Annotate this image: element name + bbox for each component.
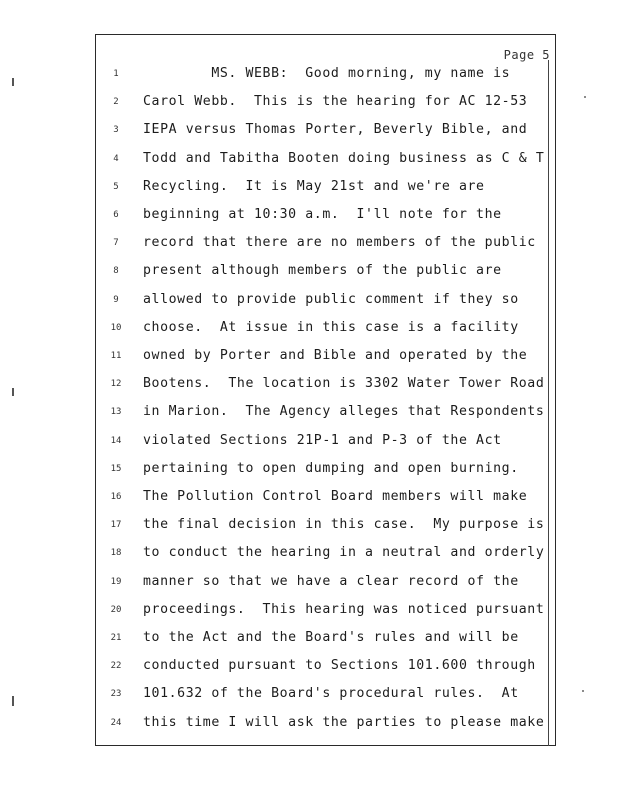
line-text: Carol Webb. This is the hearing for AC 12-53 [143, 94, 528, 110]
transcript-line [0, 461, 618, 489]
line-number: 20 [110, 604, 122, 615]
line-text: owned by Porter and Bible and operated by the [143, 348, 528, 363]
page-number: Page 5 [503, 48, 550, 62]
line-text: conducted pursuant to Sections 101.600 through [143, 658, 536, 674]
line-number: 19 [110, 576, 122, 587]
scan-mark-bottom [12, 696, 14, 706]
transcript-line [0, 602, 618, 630]
line-text: IEPA versus Thomas Porter, Beverly Bible, and [143, 122, 528, 138]
line-text: record that there are no members of the public [143, 235, 536, 251]
transcript-line [0, 433, 618, 461]
line-text: violated Sections 21P-1 and P-3 of the Act [143, 432, 502, 448]
transcript-line [0, 292, 618, 320]
line-number: 18 [110, 548, 122, 559]
transcript-line [0, 376, 618, 404]
scan-speck [584, 96, 586, 98]
line-number: 5 [113, 181, 119, 192]
line-number: 15 [110, 463, 122, 474]
transcript-line [0, 404, 618, 432]
transcript-line [0, 66, 618, 94]
transcript-line [0, 489, 618, 517]
transcript-line [0, 122, 618, 150]
line-text: this time I will ask the parties to please make [143, 714, 545, 730]
line-number: 3 [113, 125, 119, 136]
transcript-line [0, 151, 618, 179]
line-number: 10 [110, 322, 122, 333]
line-number: 1 [113, 69, 119, 79]
transcript-line [0, 686, 618, 714]
line-text: Bootens. The location is 3302 Water Tower Road [143, 376, 545, 392]
transcript-line [0, 574, 618, 602]
transcript-line [0, 348, 618, 376]
scan-mark-middle [12, 388, 14, 396]
transcript-line [0, 517, 618, 545]
line-number: 12 [110, 379, 122, 390]
line-number: 13 [110, 407, 122, 418]
line-text: in Marion. The Agency alleges that Respondents [143, 404, 545, 420]
line-number: 7 [113, 238, 119, 249]
line-text: The Pollution Control Board members will make [143, 489, 528, 504]
line-text: pertaining to open dumping and open burning. [143, 460, 519, 476]
line-text: Todd and Tabitha Booten doing business as C & T [143, 150, 545, 166]
line-number: 9 [113, 294, 119, 305]
line-text: 101.632 of the Board's procedural rules. At [143, 686, 519, 702]
line-number: 14 [110, 435, 122, 446]
line-number: 17 [110, 520, 122, 531]
line-text: beginning at 10:30 a.m. I'll note for the [143, 207, 502, 222]
transcript-line [0, 94, 618, 122]
scan-speck [582, 690, 584, 692]
line-text: choose. At issue in this case is a facility [143, 319, 519, 335]
line-number: 21 [110, 633, 122, 643]
transcript-line [0, 207, 618, 235]
line-number: 16 [110, 492, 122, 502]
line-number: 11 [110, 351, 122, 361]
line-text: proceedings. This hearing was noticed pursuant [143, 601, 545, 617]
line-number: 8 [113, 266, 119, 277]
line-text: present although members of the public are [143, 263, 502, 279]
line-text: to the Act and the Board's rules and will be [143, 630, 519, 645]
transcript-line [0, 658, 618, 686]
transcript-line [0, 715, 618, 743]
line-text: allowed to provide public comment if they so [143, 291, 519, 307]
transcript-line [0, 545, 618, 573]
line-text: manner so that we have a clear record of the [143, 573, 519, 589]
transcript-line [0, 630, 618, 658]
transcript-line [0, 235, 618, 263]
line-text: the final decision in this case. My purpose is [143, 517, 545, 533]
line-text: to conduct the hearing in a neutral and orderly [143, 545, 545, 561]
transcript-line [0, 263, 618, 291]
line-text: MS. WEBB: Good morning, my name is [143, 66, 511, 81]
transcript-line [0, 179, 618, 207]
line-text: Recycling. It is May 21st and we're are [143, 178, 485, 194]
scan-mark-top [12, 78, 14, 86]
line-number: 23 [110, 689, 122, 700]
line-number: 24 [110, 717, 122, 728]
line-number: 6 [113, 210, 119, 220]
transcript-line [0, 320, 618, 348]
line-number: 4 [113, 153, 119, 164]
line-number: 2 [113, 97, 119, 108]
line-number: 22 [110, 661, 122, 672]
